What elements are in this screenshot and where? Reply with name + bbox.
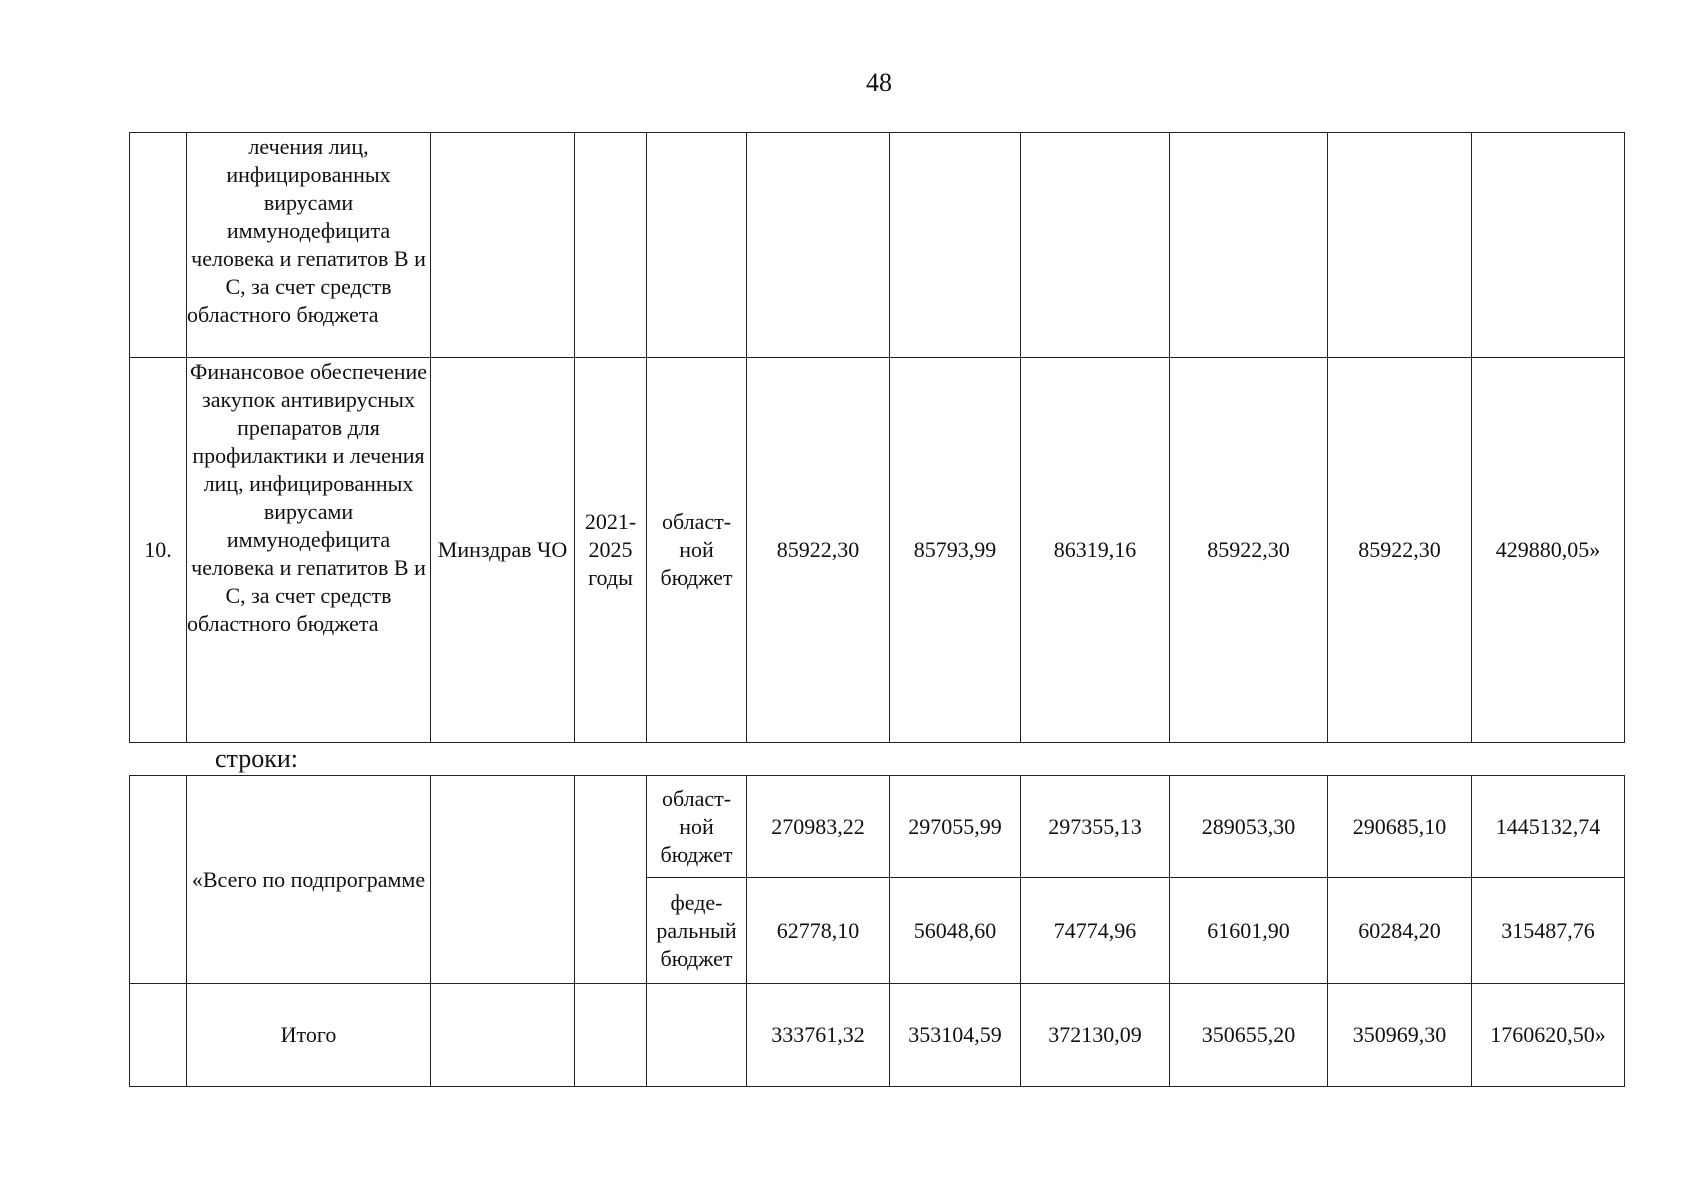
period-cell: 2021- 2025 годы xyxy=(575,358,647,743)
executor-cell xyxy=(431,984,575,1087)
executor-cell xyxy=(431,776,575,984)
row-index xyxy=(130,776,187,984)
value-cell: 315487,76 xyxy=(1472,878,1625,984)
value-cell: 297355,13 xyxy=(1021,776,1170,878)
period-cell xyxy=(575,133,647,358)
activity-description: лечения лиц, инфицированных вирусами иммунодефицита человека и гепатитов В и С, за счет средств областного бюджета xyxy=(187,133,431,358)
value-cell: 56048,60 xyxy=(890,878,1021,984)
activity-description: Финансовое обеспечение закупок антивирусных препаратов для профилактики и лечения лиц, инфицированных вирусами иммунодефицита человека и гепатитов В и С, за счет средств областного бюджета xyxy=(187,358,431,743)
executor-cell: Минздрав ЧО xyxy=(431,358,575,743)
value-cell: 85793,99 xyxy=(890,358,1021,743)
subprogram-label: «Всего по подпрограмме xyxy=(187,776,431,984)
total-value-cell: 1760620,50» xyxy=(1472,984,1625,1087)
total-value-cell: 350969,30 xyxy=(1328,984,1472,1087)
value-cell: 85922,30 xyxy=(747,358,890,743)
total-value-cell: 372130,09 xyxy=(1021,984,1170,1087)
funding-source-cell: област- ной бюджет xyxy=(647,776,747,878)
row-index xyxy=(130,984,187,1087)
value-cell xyxy=(1021,133,1170,358)
total-label: Итого xyxy=(187,984,431,1087)
period-cell xyxy=(575,984,647,1087)
table-row xyxy=(130,358,1625,743)
value-cell: 289053,30 xyxy=(1170,776,1328,878)
value-cell: 62778,10 xyxy=(747,878,890,984)
page-number: 48 xyxy=(866,68,892,97)
interlude-text: строки: xyxy=(215,744,298,773)
value-cell xyxy=(1328,133,1472,358)
program-activities-table xyxy=(129,132,1625,743)
value-cell xyxy=(1472,133,1625,358)
total-value-cell: 333761,32 xyxy=(747,984,890,1087)
executor-cell xyxy=(431,133,575,358)
value-cell: 429880,05» xyxy=(1472,358,1625,743)
period-cell xyxy=(575,776,647,984)
funding-source-cell: феде- ральный бюджет xyxy=(647,878,747,984)
funding-source-cell xyxy=(647,984,747,1087)
subprogram-totals-table xyxy=(129,775,1625,1087)
funding-source-cell: област- ной бюджет xyxy=(647,358,747,743)
total-value-cell: 350655,20 xyxy=(1170,984,1328,1087)
total-value-cell: 353104,59 xyxy=(890,984,1021,1087)
funding-source-cell xyxy=(647,133,747,358)
value-cell: 86319,16 xyxy=(1021,358,1170,743)
table-row xyxy=(130,776,1625,878)
value-cell: 85922,30 xyxy=(1328,358,1472,743)
value-cell: 1445132,74 xyxy=(1472,776,1625,878)
value-cell: 270983,22 xyxy=(747,776,890,878)
table-row xyxy=(130,984,1625,1087)
value-cell: 297055,99 xyxy=(890,776,1021,878)
value-cell xyxy=(747,133,890,358)
value-cell xyxy=(1170,133,1328,358)
value-cell: 74774,96 xyxy=(1021,878,1170,984)
value-cell: 290685,10 xyxy=(1328,776,1472,878)
value-cell: 85922,30 xyxy=(1170,358,1328,743)
value-cell: 60284,20 xyxy=(1328,878,1472,984)
row-index xyxy=(130,133,187,358)
value-cell: 61601,90 xyxy=(1170,878,1328,984)
row-index: 10. xyxy=(130,358,187,743)
value-cell xyxy=(890,133,1021,358)
table-row xyxy=(130,133,1625,358)
